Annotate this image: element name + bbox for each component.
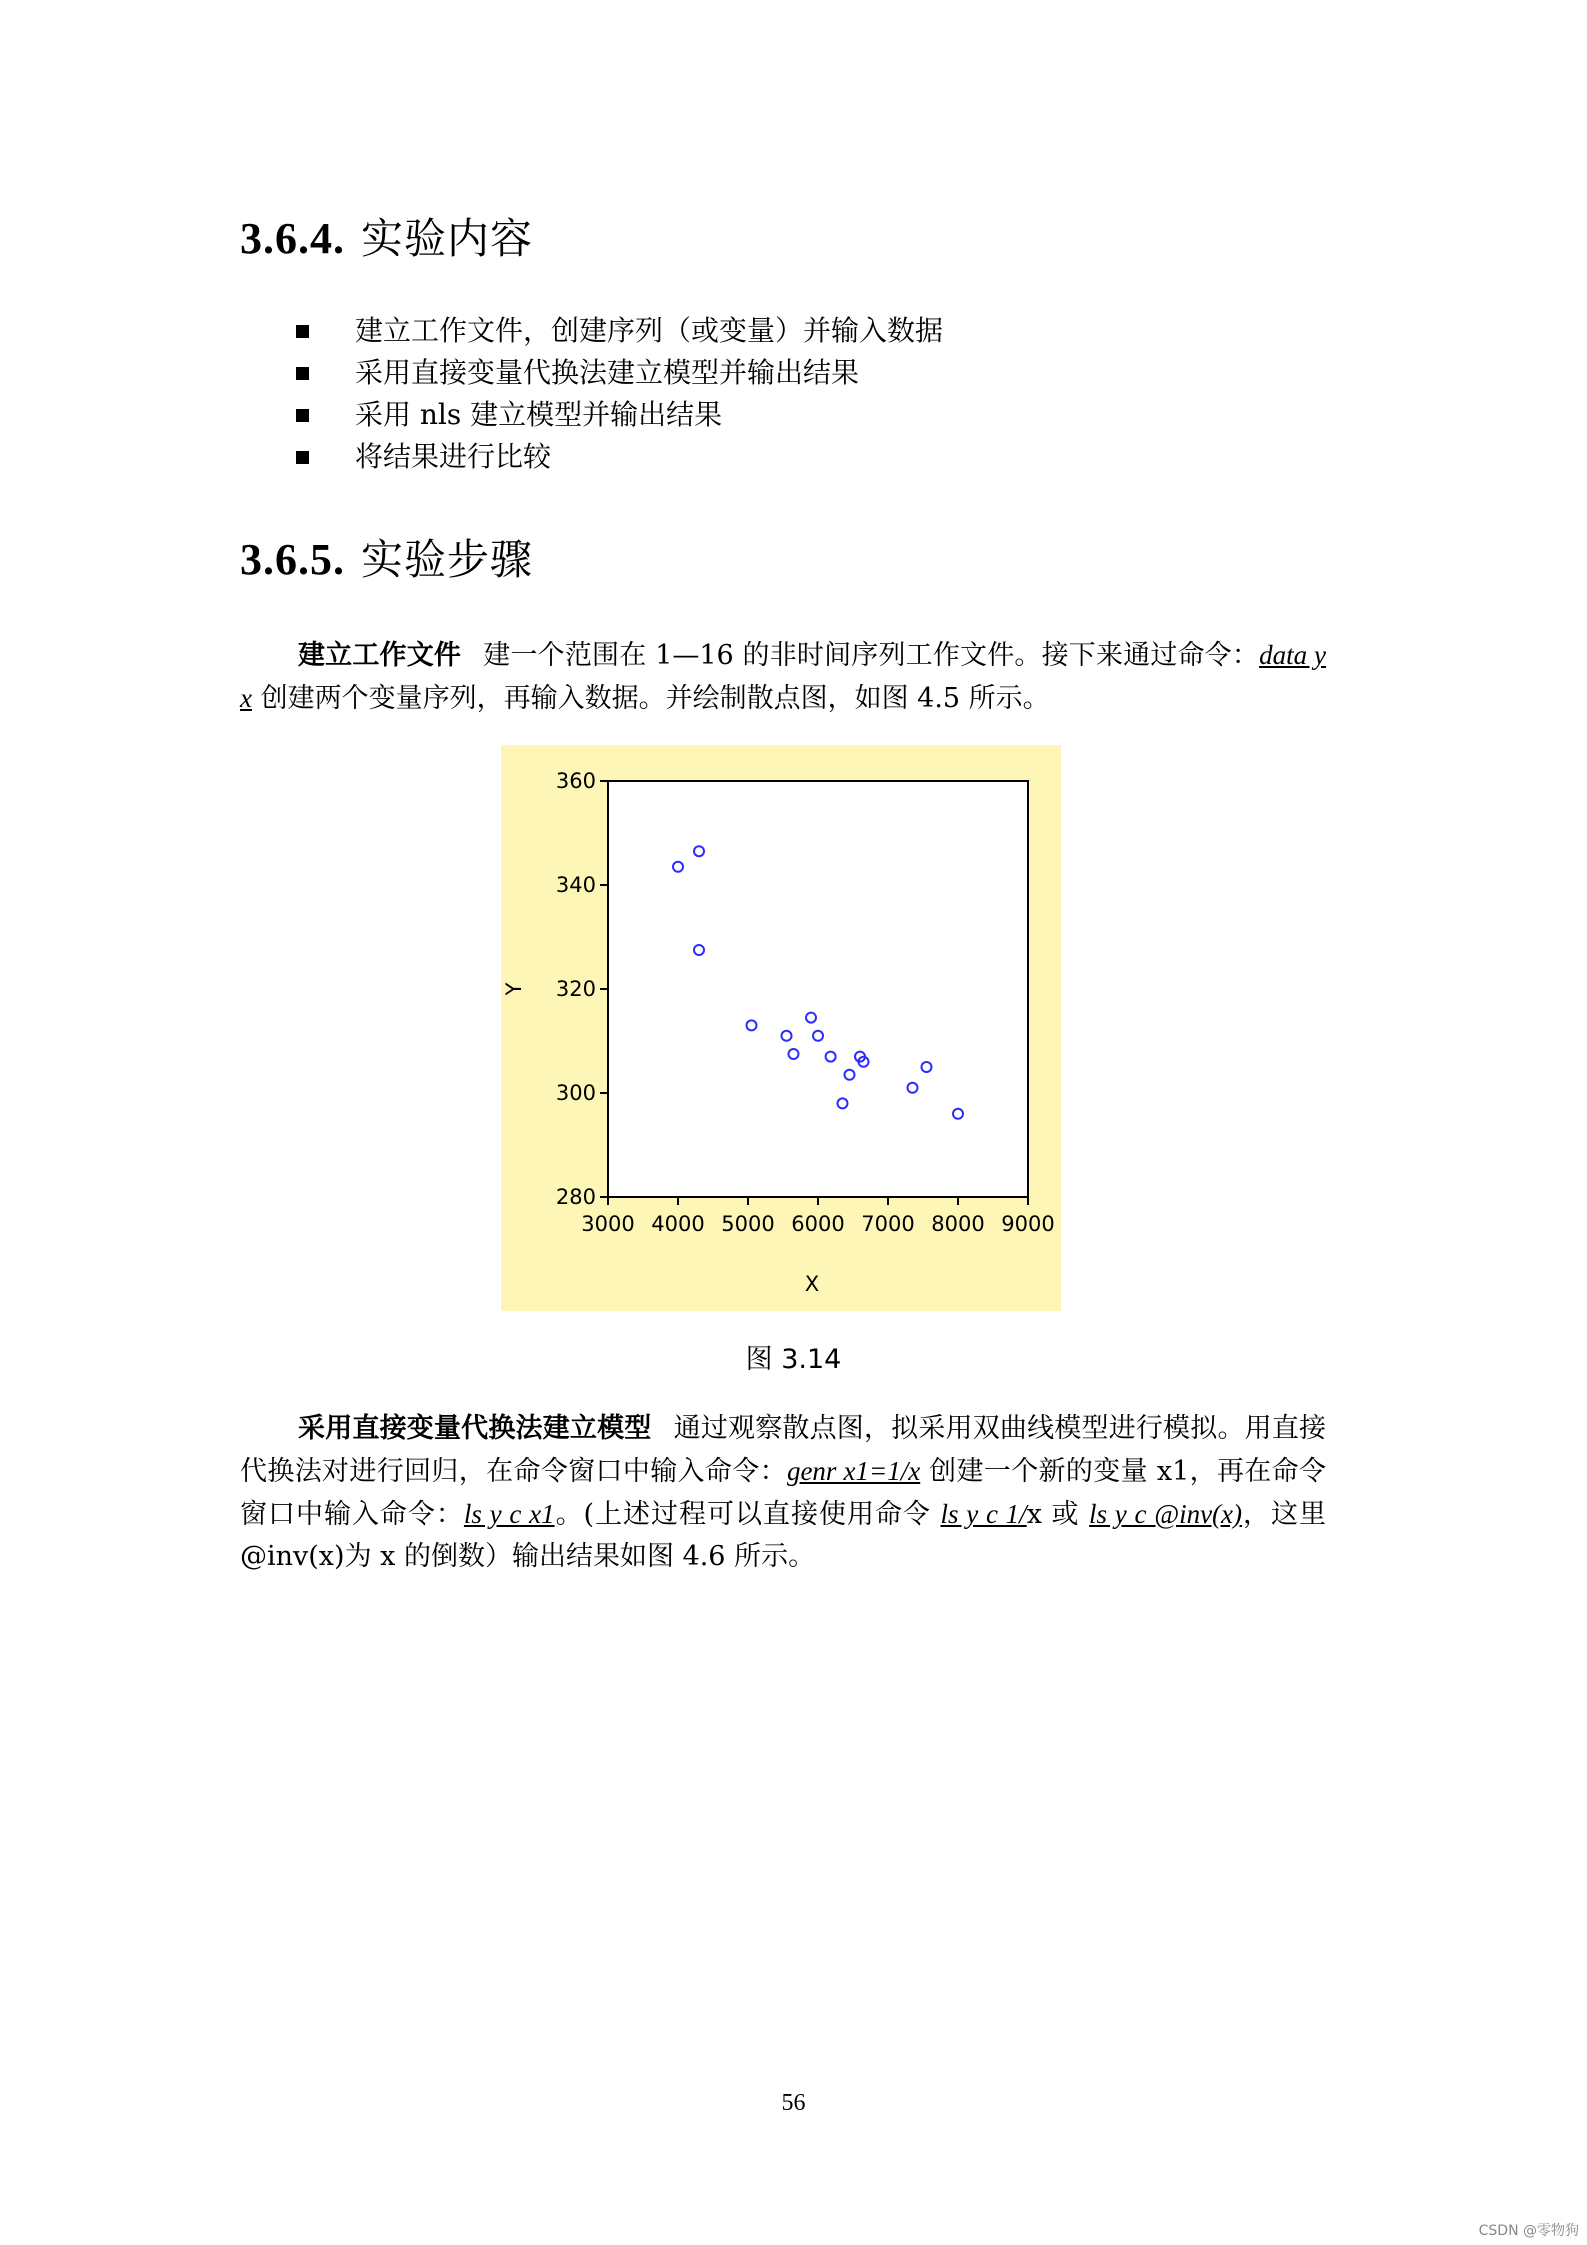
x-tick-label: 4000 [651,1212,705,1236]
section-number: 3.6.5. [240,535,345,584]
paragraph-substitution: 采用直接变量代换法建立模型 通过观察散点图，拟采用双曲线模型进行模拟。用直接代换法对进行回归，在命令窗口中输入命令：genr x1=1/x 创建一个新的变量 x1，再在命令窗口中输入命令：ls y c x1。(上述过程可以直接使用命令 ls y c 1/x 或 ls y c @inv(x)，这里@inv(x)为 x 的倒数）输出结果如图 4.6 所示。 [240,1413,1327,1572]
x-tick-label: 3000 [581,1212,635,1236]
x-tick-label: 6000 [791,1212,845,1236]
x-tick-label: 8000 [931,1212,985,1236]
y-tick-label: 280 [555,1185,596,1209]
command-text: genr x1=1/x [786,1456,921,1486]
scatter-chart [501,745,1061,1311]
section-heading-steps [240,527,533,587]
list-item: 采用直接变量代换法建立模型并输出结果 [296,352,943,394]
section-title-text: 实验内容 [361,214,534,263]
y-tick-label: 340 [555,873,596,897]
y-tick-label: 300 [555,1081,596,1105]
bullet-square-icon [296,325,309,338]
bullet-square-icon [296,409,309,422]
y-axis-label: Y [502,982,526,996]
command-text: data y x [240,640,1326,713]
y-tick-label: 320 [555,977,596,1001]
x-tick-label: 5000 [721,1212,775,1236]
list-item: 将结果进行比较 [296,436,943,478]
list-item: 建立工作文件，创建序列（或变量）并输入数据 [296,310,943,352]
x-tick-label: 7000 [861,1212,915,1236]
content-bullet-list [296,310,943,478]
command-text: ls y c x1 [463,1499,555,1529]
command-text: ls y c 1/ [940,1499,1027,1529]
x-axis-label: X [804,1272,820,1296]
paragraph-lead: 建立工作文件 [298,640,462,671]
command-text: ls y c @inv(x) [1089,1499,1243,1529]
section-title-text: 实验步骤 [361,535,534,584]
paragraph-workfile: 建立工作文件 建一个范围在 1—16 的非时间序列工作文件。接下来通过命令：data y x 创建两个变量序列，再输入数据。并绘制散点图，如图 4.5 所示。 [240,640,1326,714]
list-item: 采用 nls 建立模型并输出结果 [296,394,943,436]
bullet-square-icon [296,367,309,380]
x-tick-label: 9000 [1001,1212,1055,1236]
section-number: 3.6.4. [240,214,345,263]
paragraph-lead: 采用直接变量代换法建立模型 [298,1413,652,1444]
section-heading-content [240,206,533,266]
y-tick-label: 360 [555,769,596,793]
watermark: CSDN @零物狗 [1478,2223,1579,2239]
figure-caption: 图 3.14 [745,1344,842,1375]
page-number: 56 [781,2090,806,2116]
plot-area [608,781,1028,1197]
bullet-square-icon [296,451,309,464]
